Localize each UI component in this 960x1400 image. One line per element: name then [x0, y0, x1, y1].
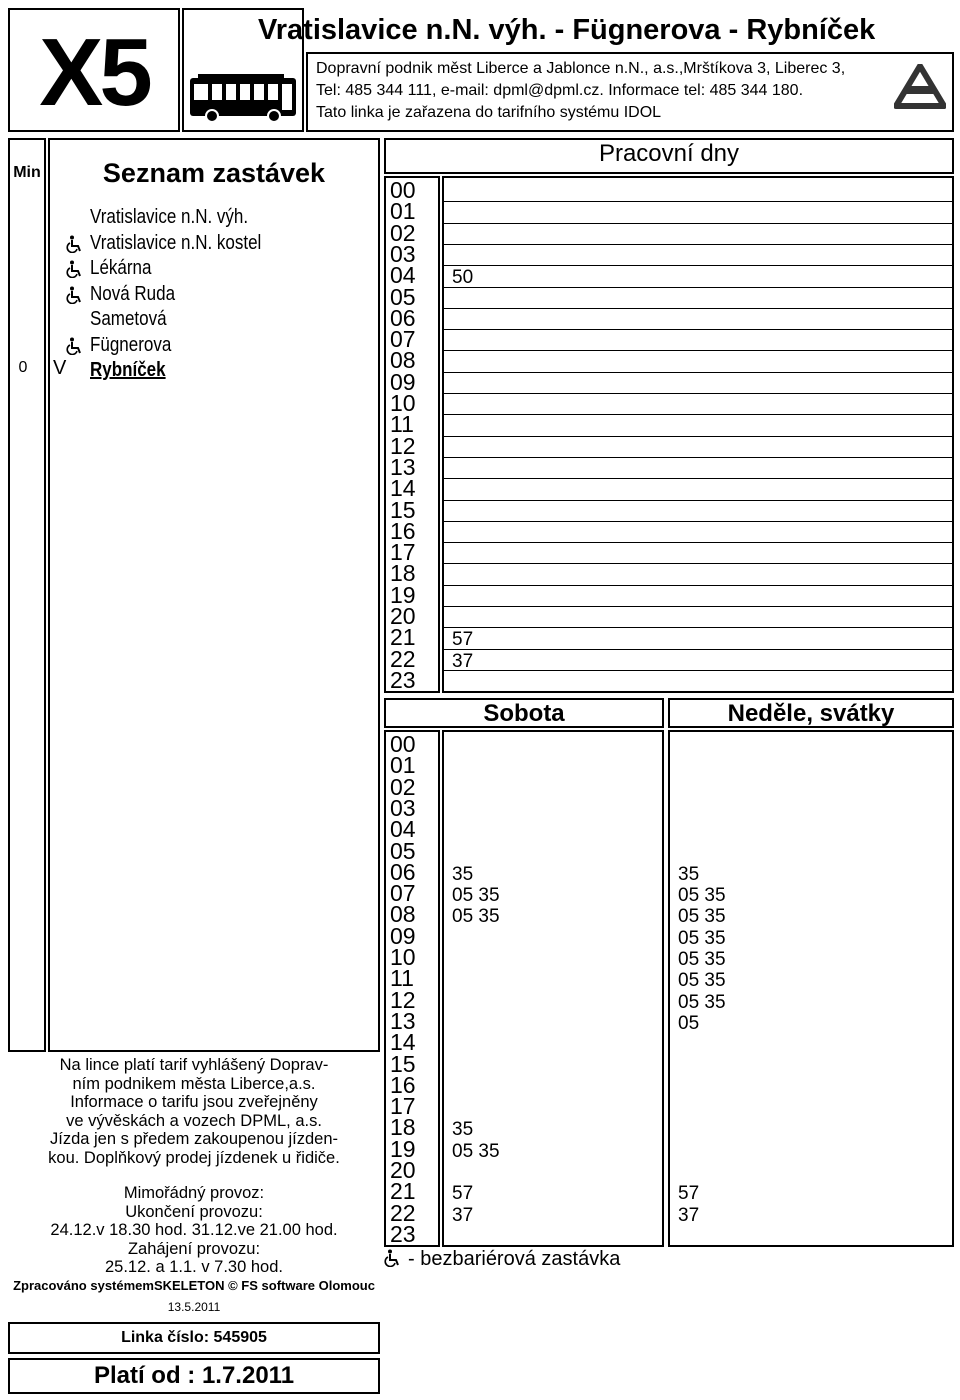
note-line: ním podnikem města Liberce,a.s. [72, 1074, 316, 1093]
tariff-notes [8, 1056, 380, 1167]
legend-text: - bezbariérová zastávka [408, 1248, 621, 1270]
stop-name: Rybníček [90, 359, 166, 381]
hour-label: 21 [390, 624, 416, 651]
row-divider [444, 436, 952, 437]
row-divider [444, 500, 952, 501]
row-divider [444, 350, 952, 351]
departure-minutes: 57 [452, 1183, 474, 1205]
hour-label: 02 [390, 773, 416, 800]
departure-minutes: 05 35 [678, 927, 726, 949]
row-divider [444, 223, 952, 224]
hour-label: 10 [390, 390, 416, 416]
note-line: 25.12. a 1.1. v 7.30 hod. [105, 1258, 283, 1276]
hour-label: 02 [390, 219, 416, 246]
minutes-label: Min [13, 164, 41, 181]
stop-row [0, 334, 380, 359]
wheelchair-icon [66, 260, 84, 278]
departure-minutes: 05 35 [678, 906, 726, 928]
hour-label: 03 [390, 240, 416, 267]
departure-minutes: 50 [452, 267, 474, 289]
hour-label: 13 [390, 1007, 416, 1034]
operator-info-line: Tel: 485 344 111, e-mail: dpml@dpml.cz. Informace tel: 485 344 180. [316, 82, 804, 99]
note-line: Mimořádný provoz: [123, 1184, 265, 1202]
row-divider [444, 649, 952, 650]
departure-minutes: 37 [678, 1204, 700, 1226]
hour-label: 11 [390, 411, 414, 438]
stop-name: Vratislavice n.N. výh. [90, 206, 249, 228]
departure-minutes: 05 35 [452, 906, 500, 928]
hour-label: 22 [390, 645, 416, 672]
departure-minutes: 05 35 [452, 1140, 500, 1162]
row-divider [444, 627, 952, 628]
row-divider [444, 606, 952, 607]
wheelchair-icon [66, 337, 84, 355]
hour-label: 05 [390, 837, 416, 864]
stop-name: Lékárna [90, 257, 152, 279]
hour-label: 08 [390, 347, 416, 374]
row-divider [444, 521, 952, 522]
stop-row [0, 359, 380, 384]
hour-label: 15 [390, 496, 416, 523]
hour-label: 09 [390, 922, 416, 949]
issue-date: 13.5.2011 [167, 1300, 221, 1314]
departure-minutes: 05 35 [678, 970, 726, 992]
hour-label: 21 [390, 1178, 416, 1205]
hour-label: 17 [390, 539, 416, 566]
row-divider [444, 542, 952, 543]
processed-by: Zpracováno systémemSKELETON © FS software Olomouc [13, 1278, 375, 1293]
wheelchair-icon [384, 1249, 402, 1267]
row-divider [444, 308, 952, 309]
departure-minutes: 05 35 [678, 991, 726, 1013]
row-divider [444, 265, 952, 266]
note-line: 24.12.v 18.30 hod. 31.12.ve 21.00 hod. [50, 1221, 338, 1239]
hour-label: 18 [390, 560, 416, 587]
hour-label: 07 [390, 326, 416, 353]
row-divider [444, 585, 952, 586]
stop-name: Sametová [90, 308, 167, 330]
row-divider [444, 287, 952, 288]
hour-label: 04 [390, 816, 416, 843]
line-code: Linka číslo: 545905 [8, 1322, 380, 1354]
hour-label: 00 [390, 177, 416, 203]
hour-label: 05 [390, 283, 416, 310]
operator-info-line: Tato linka je zařazena do tarifního systému IDOL [316, 104, 662, 121]
route-title: Vratislavice n.N. výh. - Fügnerova - Rybníček [258, 14, 876, 46]
row-divider [444, 670, 952, 671]
note-line: kou. Doplňkový prodej jízdenek u řidiče. [48, 1148, 340, 1167]
hour-label: 23 [390, 666, 416, 693]
operator-info-box [306, 52, 954, 132]
hour-label: 09 [390, 368, 416, 395]
stop-name: Vratislavice n.N. kostel [90, 231, 262, 254]
hour-label: 14 [390, 475, 416, 502]
departure-minutes: 05 35 [452, 885, 500, 907]
note-line: Zahájení provozu: [127, 1239, 261, 1258]
hour-label: 23 [390, 1220, 416, 1247]
stop-name: Fügnerova [90, 333, 172, 356]
wheelchair-icon [66, 286, 84, 304]
stop-row [0, 232, 380, 257]
hour-label: 22 [390, 1199, 416, 1226]
line-number: X5 [39, 19, 149, 126]
row-divider [444, 457, 952, 458]
saturday-minutes-column [442, 730, 664, 1247]
hour-label: 17 [390, 1093, 416, 1120]
stop-name: Nová Ruda [90, 282, 176, 305]
hour-label: 19 [390, 1135, 416, 1162]
direction-arrow: V [53, 357, 67, 379]
departure-minutes: 35 [678, 863, 700, 885]
hour-label: 03 [390, 794, 416, 821]
wheelchair-icon [66, 235, 84, 253]
hour-label: 16 [390, 1071, 416, 1098]
note-line: ve vývěskách a vozech DPML, a.s. [66, 1111, 322, 1130]
hour-label: 13 [390, 453, 416, 480]
row-divider [444, 329, 952, 330]
hour-label: 08 [390, 901, 416, 928]
departure-minutes: 35 [452, 1119, 474, 1141]
departure-minutes: 05 35 [678, 885, 726, 907]
departure-minutes: 37 [452, 650, 474, 672]
row-divider [444, 478, 952, 479]
hour-label: 06 [390, 858, 416, 885]
row-divider [444, 372, 952, 373]
departure-minutes: 37 [452, 1204, 474, 1226]
hour-label: 15 [390, 1050, 416, 1077]
hour-label: 00 [390, 731, 416, 757]
operator-logo-icon [894, 64, 946, 110]
departure-minutes: 05 35 [678, 949, 726, 970]
hour-label: 01 [390, 198, 416, 225]
saturday-title: Sobota [483, 700, 565, 727]
hour-label: 18 [390, 1114, 416, 1141]
row-divider [444, 563, 952, 564]
note-line: Jízda jen s předem zakoupenou jízden- [49, 1130, 338, 1148]
bus-icon [188, 72, 300, 124]
note-line: Ukončení provozu: [125, 1202, 263, 1221]
hour-label: 12 [390, 432, 416, 459]
stop-minute: 0 [18, 359, 28, 376]
stop-row [0, 257, 380, 282]
hour-label: 16 [390, 517, 416, 544]
hour-label: 04 [390, 262, 416, 289]
hour-label: 12 [390, 986, 416, 1013]
stop-row [0, 206, 380, 231]
operator-info-line: Dopravní podnik měst Liberce a Jablonce n.N., a.s.,Mrštíkova 3, Liberec 3, [316, 60, 846, 77]
sunday-header [668, 698, 954, 728]
hour-label: 11 [390, 965, 414, 992]
row-divider [444, 393, 952, 394]
note-line: Informace o tarifu jsou zveřejněny [70, 1093, 318, 1111]
sunday-title: Neděle, svátky [727, 700, 895, 727]
hour-label: 20 [390, 1157, 416, 1183]
departure-minutes: 57 [678, 1183, 700, 1205]
workdays-title: Pracovní dny [598, 140, 740, 167]
sunday-minutes-column [668, 730, 954, 1247]
stop-row [0, 308, 380, 333]
line-number-box [8, 8, 180, 132]
row-divider [444, 244, 952, 245]
hour-label: 19 [390, 581, 416, 608]
workdays-minutes-column [442, 176, 954, 693]
hour-label: 01 [390, 752, 416, 779]
note-line: Na lince platí tarif vyhlášený Doprav- [59, 1056, 329, 1074]
hour-label: 14 [390, 1029, 416, 1056]
stops-title: Seznam zastávek [102, 158, 326, 188]
departure-minutes: 05 [678, 1012, 700, 1034]
departure-minutes: 57 [452, 629, 474, 651]
weekend-hour-column [384, 730, 440, 1247]
row-divider [444, 201, 952, 202]
hour-label: 20 [390, 603, 416, 629]
valid-from: Platí od : 1.7.2011 [8, 1358, 380, 1394]
stop-row [0, 283, 380, 308]
legend [384, 1248, 620, 1271]
workdays-header [384, 138, 954, 174]
saturday-header [384, 698, 664, 728]
hour-label: 10 [390, 944, 416, 970]
hour-label: 07 [390, 880, 416, 907]
workdays-hour-column [384, 176, 440, 693]
row-divider [444, 414, 952, 415]
hour-label: 06 [390, 304, 416, 331]
departure-minutes: 35 [452, 863, 474, 885]
special-service-notes [8, 1184, 380, 1277]
